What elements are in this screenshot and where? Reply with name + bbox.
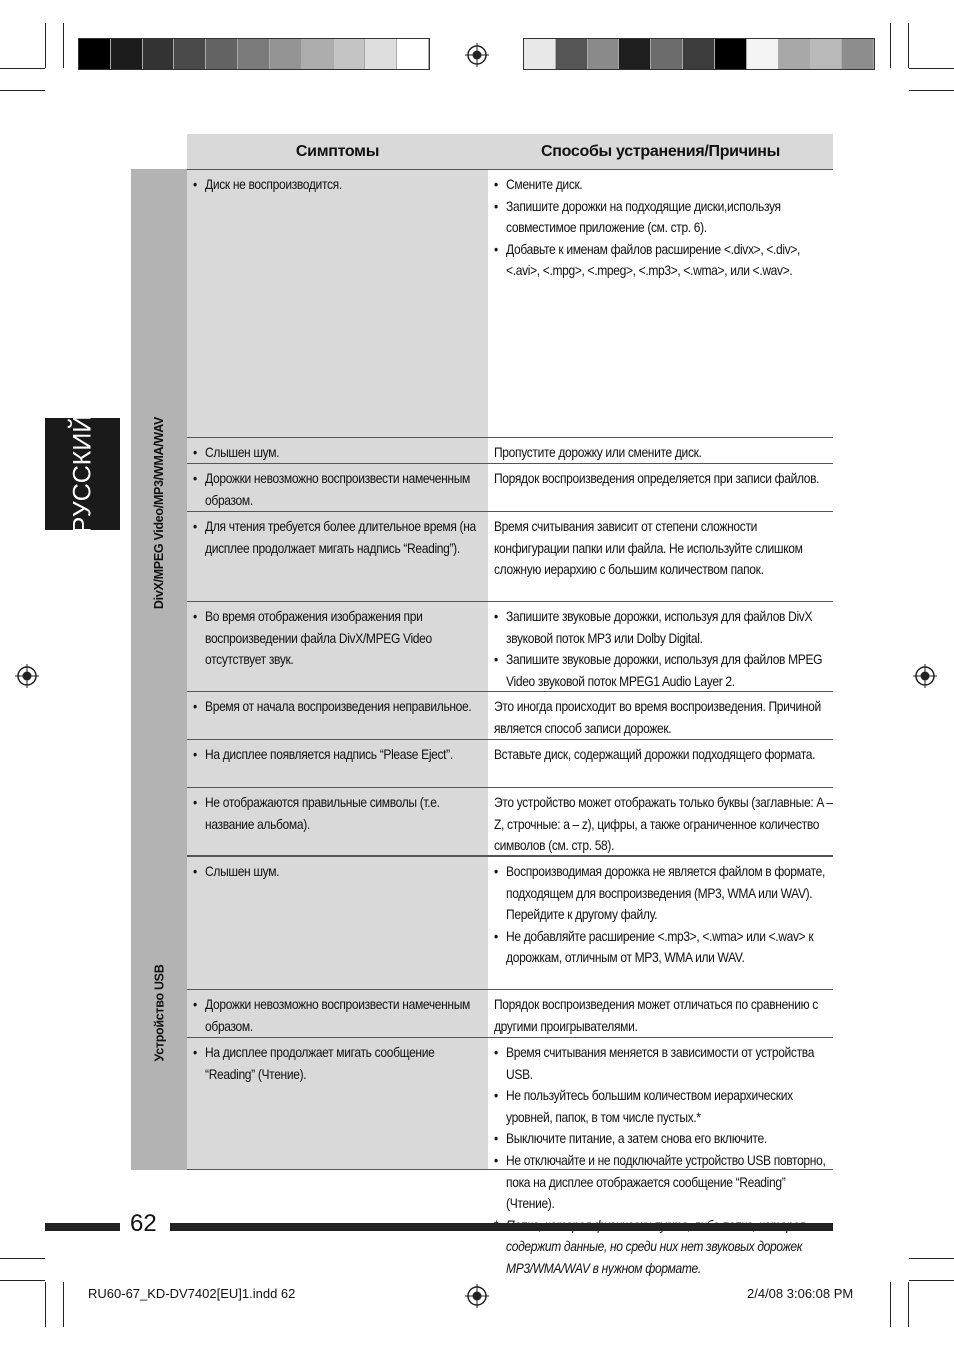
remedy-list	[494, 1042, 834, 1215]
crop-mark	[909, 1258, 954, 1259]
remedy-text	[494, 468, 834, 490]
symptom-list	[193, 792, 481, 835]
color-swatch	[270, 39, 302, 69]
crop-mark	[0, 68, 45, 69]
symptom-text	[193, 606, 481, 671]
remedy-item: • Не пользуйтесь большим количеством иерархических уровней, папок, в том числе пустых.*	[506, 1085, 834, 1128]
remedy-paragraph: Это устройство может отображать только буквы (заглавные: A – Z, строчные: a – z), цифры, а также ограниченное количество символов (см. стр. 58).	[494, 794, 833, 854]
color-swatch	[397, 39, 429, 69]
symptom-list	[193, 606, 481, 671]
remedy-text	[494, 696, 834, 739]
remedy-text	[494, 1042, 834, 1280]
remedy-paragraph: Это иногда происходит во время воспроизведения. Причиной является способ записи дорожек.	[494, 698, 821, 736]
remedy-text	[494, 516, 834, 581]
color-swatch	[683, 39, 715, 69]
color-swatch	[174, 39, 206, 69]
remedy-text	[494, 792, 834, 857]
table-row	[187, 169, 833, 438]
footer-rule-right	[170, 1223, 833, 1231]
crop-mark	[0, 90, 45, 91]
remedy-paragraph: Порядок воспроизведения может отличаться по сравнению с другими проигрывателями.	[494, 996, 818, 1034]
registration-target-icon	[913, 664, 937, 688]
symptom-text	[193, 442, 481, 464]
color-swatch	[651, 39, 683, 69]
remedy-text	[494, 744, 834, 766]
color-swatch	[238, 39, 270, 69]
symptom-text	[193, 861, 481, 883]
symptom-cell	[187, 990, 488, 1037]
crop-mark	[0, 1280, 45, 1281]
color-swatch	[842, 39, 874, 69]
section-band	[131, 169, 187, 856]
symptom-text	[193, 516, 481, 559]
remedy-item: • Не добавляйте расширение <.mp3>, <.wma> или <.wav> к дорожкам, отличным от MP3, WMA или WAV.	[506, 926, 834, 969]
color-swatch	[79, 39, 111, 69]
table-row	[187, 856, 833, 990]
crop-mark	[890, 23, 891, 68]
footer-file-name: RU60-67_KD-DV7402[EU]1.indd 62	[88, 1286, 296, 1301]
remedy-paragraph: Порядок воспроизведения определяется при записи файлов.	[494, 470, 820, 486]
remedy-text	[494, 174, 834, 282]
symptom-item: • Дорожки невозможно воспроизвести намеченным образом.	[205, 468, 481, 511]
crop-mark	[909, 90, 954, 91]
remedy-item: • Выключите питание, а затем снова его включите.	[506, 1128, 834, 1150]
table-row	[187, 438, 833, 464]
symptom-cell	[187, 1038, 488, 1169]
symptom-list	[193, 174, 481, 196]
remedy-text	[494, 994, 834, 1037]
remedy-item: • Запишите звуковые дорожки, используя для файлов DivX звуковой поток MP3 или Dolby Digital.	[506, 606, 834, 649]
remedy-item: • Смените диск.	[506, 174, 834, 196]
crop-mark	[0, 1258, 45, 1259]
symptom-list	[193, 744, 481, 766]
symptom-text	[193, 792, 481, 835]
table-row	[187, 512, 833, 602]
remedy-item: • Запишите дорожки на подходящие диски,используя совместимое приложение (см. стр. 6).	[506, 196, 834, 239]
symptom-item: • На дисплее продолжает мигать сообщение “Reading” (Чтение).	[205, 1042, 481, 1085]
symptom-item: • Время от начала воспроизведения неправильное.	[205, 696, 481, 718]
symptom-list	[193, 468, 481, 511]
color-swatch	[143, 39, 175, 69]
symptom-list	[193, 994, 481, 1037]
crop-mark	[909, 68, 954, 69]
color-swatch	[365, 39, 397, 69]
symptom-cell	[187, 602, 488, 691]
remedy-item: • Не отключайте и не подключайте устройство USB повторно, пока на дисплее отображается сообщение “Reading” (Чтение).	[506, 1150, 834, 1215]
color-swatch	[524, 39, 556, 69]
symptom-cell	[187, 857, 488, 989]
symptom-list	[193, 516, 481, 559]
remedy-cell	[488, 170, 833, 437]
symptom-item: • Слышен шум.	[205, 442, 481, 464]
section-band	[131, 856, 187, 1170]
symptom-text	[193, 744, 481, 766]
registration-target-icon	[465, 43, 489, 67]
symptom-list	[193, 696, 481, 718]
table-row	[187, 990, 833, 1038]
footnote-text: содержит данные, но среди них нет звуковых дорожек MP3/WMA/WAV в нужном формате.	[506, 1238, 803, 1276]
remedy-list	[494, 174, 834, 282]
color-bar-left	[78, 38, 430, 70]
remedy-text	[494, 442, 834, 464]
symptom-item: • Диск не воспроизводится.	[205, 174, 481, 196]
remedy-cell	[488, 740, 833, 787]
symptom-item: • Для чтения требуется более длительное время (на дисплее продолжает мигать надпись “Reading”).	[205, 516, 481, 559]
registration-target-icon	[465, 1284, 489, 1308]
symptom-text	[193, 468, 481, 511]
symptom-list	[193, 861, 481, 883]
color-swatch	[779, 39, 811, 69]
remedy-cell	[488, 464, 833, 511]
crop-mark	[908, 1282, 909, 1327]
crop-mark	[45, 1282, 46, 1327]
section-label: Устройство USB	[151, 964, 166, 1062]
color-swatch	[747, 39, 779, 69]
table-row	[187, 1038, 833, 1276]
table-row	[187, 788, 833, 856]
table-row	[187, 602, 833, 692]
crop-mark	[63, 1282, 64, 1327]
color-swatch	[302, 39, 334, 69]
header-remedies: Способы устранения/Причины	[488, 134, 833, 169]
symptom-item: • На дисплее появляется надпись “Please Eject”.	[205, 744, 481, 766]
symptom-text	[193, 994, 481, 1037]
symptom-cell	[187, 788, 488, 855]
header-symptoms: Симптомы	[187, 134, 488, 169]
color-swatch	[588, 39, 620, 69]
symptom-item: • Дорожки невозможно воспроизвести намеченным образом.	[205, 994, 481, 1037]
symptom-text	[193, 174, 481, 196]
symptom-text	[193, 1042, 481, 1085]
symptom-list	[193, 1042, 481, 1085]
footer-date: 2/4/08 3:06:08 PM	[747, 1286, 854, 1301]
symptom-cell	[187, 740, 488, 787]
section-label: DivX/MPEG Video/MP3/WMA/WAV	[152, 416, 167, 609]
remedy-text	[494, 861, 834, 969]
language-tab-label: РУССКИЙ	[68, 414, 96, 534]
symptom-cell	[187, 512, 488, 601]
remedy-list	[494, 861, 834, 969]
table-row	[187, 464, 833, 512]
symptom-list	[193, 442, 481, 464]
color-swatch	[206, 39, 238, 69]
symptom-item: • Слышен шум.	[205, 861, 481, 883]
crop-mark	[909, 1280, 954, 1281]
table-row	[187, 740, 833, 788]
language-tab	[45, 414, 120, 534]
remedy-text	[494, 606, 834, 692]
remedy-item: • Время считывания меняется в зависимости от устройства USB.	[506, 1042, 834, 1085]
remedy-cell	[488, 438, 833, 463]
color-swatch	[334, 39, 366, 69]
crop-mark	[890, 1282, 891, 1327]
color-swatch	[556, 39, 588, 69]
remedy-item: • Воспроизводимая дорожка не является файлом в формате, подходящем для воспроизведения (MP3, WMA или WAV). Перейдите к другому файлу.	[506, 861, 834, 926]
symptom-item: • Не отображаются правильные символы (т.е. название альбома).	[205, 792, 481, 835]
symptom-cell	[187, 692, 488, 739]
color-swatch	[715, 39, 747, 69]
symptom-cell	[187, 464, 488, 511]
remedy-cell	[488, 692, 833, 739]
crop-mark	[63, 23, 64, 68]
remedy-item: • Запишите звуковые дорожки, используя для файлов MPEG Video звуковой поток MPEG1 Audio Layer 2.	[506, 649, 834, 692]
color-swatch	[111, 39, 143, 69]
remedy-cell	[488, 990, 833, 1037]
remedy-paragraph: Пропустите дорожку или смените диск.	[494, 444, 702, 460]
registration-target-icon	[15, 664, 39, 688]
crop-mark	[45, 23, 46, 68]
symptom-cell	[187, 170, 488, 437]
color-swatch	[810, 39, 842, 69]
symptom-cell	[187, 438, 488, 463]
crop-mark	[908, 23, 909, 68]
table-row	[187, 692, 833, 740]
symptom-item: • Во время отображения изображения при воспроизведении файла DivX/MPEG Video отсутствует звук.	[205, 606, 481, 671]
remedy-item: • Добавьте к именам файлов расширение <.divx>, <.div>, <.avi>, <.mpg>, <.mpeg>, <.mp3>, <.wma>, или <.wav>.	[506, 239, 834, 282]
remedy-cell	[488, 1038, 833, 1276]
color-swatch	[619, 39, 651, 69]
remedy-list	[494, 606, 834, 692]
remedy-paragraph: Вставьте диск, содержащий дорожки подходящего формата.	[494, 746, 816, 762]
remedy-cell	[488, 788, 833, 855]
remedy-paragraph: Время считывания зависит от степени сложности конфигурации папки или файла. Не используйте слишком сложную иерархию с большим количеством папок.	[494, 518, 803, 578]
color-bar-right	[523, 38, 875, 70]
remedy-cell	[488, 512, 833, 601]
symptom-text	[193, 696, 481, 718]
footer-rule-left	[45, 1223, 120, 1231]
page-number: 62	[130, 1210, 157, 1237]
remedy-cell	[488, 602, 833, 691]
remedy-cell	[488, 857, 833, 989]
